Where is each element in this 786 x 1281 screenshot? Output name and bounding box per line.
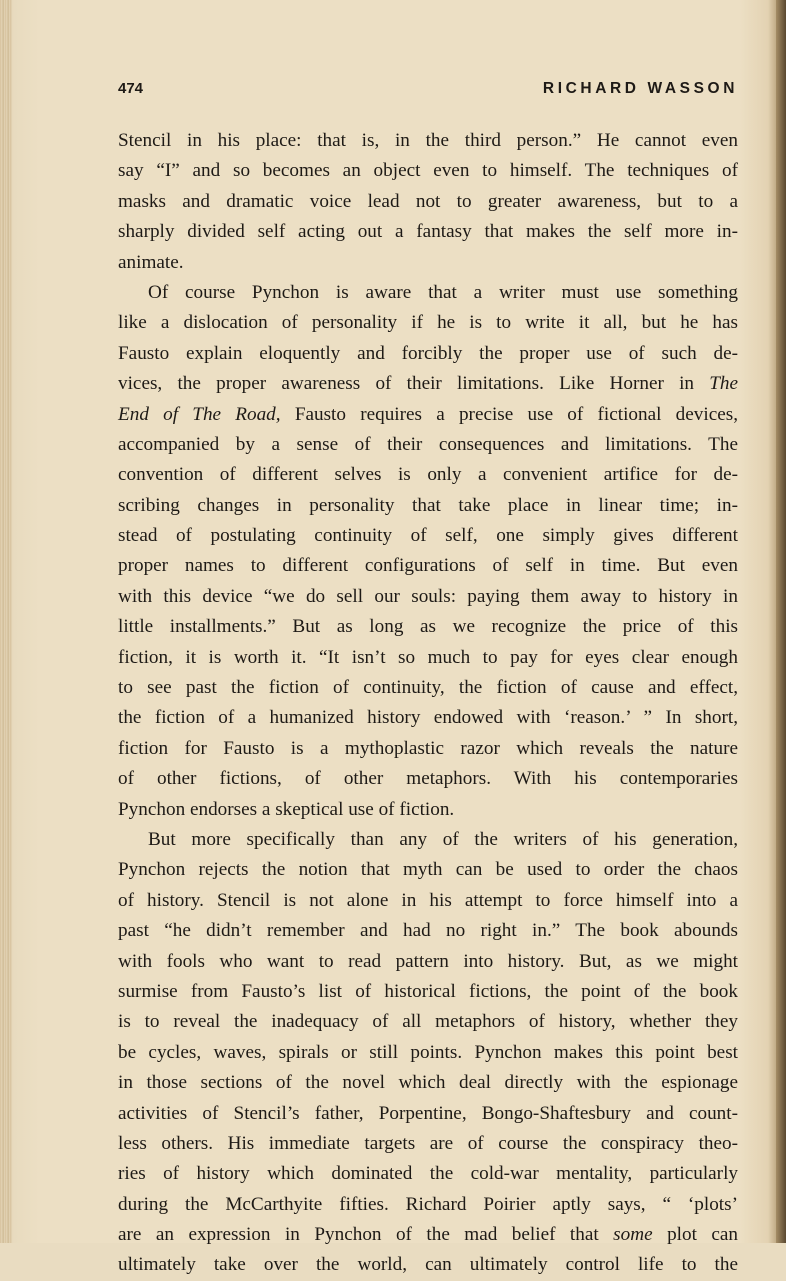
text-line: of history. Stencil is not alone in his attempt to force himself into a — [118, 889, 738, 911]
text-line: like a dislocation of personality if he is to write it all, but he has — [118, 312, 738, 334]
italic-word: some — [613, 1224, 653, 1246]
text-line: stead of postulating continuity of self, one simply gives different — [118, 525, 738, 547]
running-header — [118, 80, 738, 104]
text-segment: are an expression in Pynchon of the mad belief that — [118, 1224, 599, 1246]
text-line: little installments.” But as long as we recognize the price of this — [118, 616, 738, 638]
text-line: less others. His immediate targets are of course the conspiracy theo- — [118, 1132, 738, 1154]
text-line: Pynchon rejects the notion that myth can be used to order the chaos — [118, 859, 738, 881]
text-line: fiction, it is worth it. “It isn’t so much to pay for eyes clear enough — [118, 646, 738, 668]
text-line: sharply divided self acting out a fantasy that makes the self more in- — [118, 221, 738, 243]
text-line: with fools who want to read pattern into history. But, as we might — [118, 950, 738, 972]
text-line: to see past the fiction of continuity, the fiction of cause and effect, — [118, 677, 738, 699]
text-line — [118, 400, 738, 430]
paragraph-start-line: But more specifically than any of the writers of his generation, — [148, 828, 738, 850]
text-line: Fausto explain eloquently and forcibly the proper use of such de- — [118, 342, 738, 364]
text-line: ultimately take over the world, can ultimately control life to the — [118, 1254, 738, 1276]
text-line: surmise from Fausto’s list of historical fictions, the point of the book — [118, 980, 738, 1002]
body-text — [118, 126, 738, 1281]
text-line: say “I” and so becomes an object even to himself. The techniques of — [118, 160, 738, 182]
text-line: with this device “we do sell our souls: paying them away to history in — [118, 585, 738, 607]
text-segment: vices, the proper awareness of their limitations. Like Horner in — [118, 373, 694, 395]
text-line: fiction for Fausto is a mythoplastic razor which reveals the nature — [118, 737, 738, 759]
text-line: activities of Stencil’s father, Porpentine, Bongo-Shaftesbury and count- — [118, 1102, 738, 1124]
text-line: past “he didn’t remember and had no right in.” The book abounds — [118, 920, 738, 942]
text-line: masks and dramatic voice lead not to greater awareness, but to a — [118, 190, 738, 212]
text-line: Stencil in his place: that is, in the third person.” He cannot even — [118, 130, 738, 151]
page-gutter — [0, 0, 12, 1243]
text-line: ries of history which dominated the cold-war mentality, particularly — [118, 1163, 738, 1185]
text-line: accompanied by a sense of their consequences and limitations. The — [118, 433, 738, 455]
text-line: is to reveal the inadequacy of all metaphors of history, whether they — [118, 1011, 738, 1033]
text-line: during the McCarthyite fifties. Richard Poirier aptly says, “ ‘plots’ — [118, 1193, 738, 1215]
page-edge — [776, 0, 786, 1243]
paragraph-start-line: Of course Pynchon is aware that a writer must use something — [148, 281, 738, 303]
text-line: convention of different selves is only a convenient artifice for de- — [118, 464, 738, 486]
text-line — [118, 369, 738, 399]
running-head-author: RICHARD WASSON — [542, 80, 738, 97]
text-segment: plot can — [667, 1224, 739, 1246]
text-line: proper names to different configurations of self in time. But even — [118, 555, 738, 577]
text-line: animate. — [118, 251, 184, 273]
text-line: the fiction of a humanized history endowed with ‘reason.’ ” In short, — [118, 707, 738, 729]
text-line: in those sections of the novel which deal directly with the espionage — [118, 1072, 738, 1094]
text-line: be cycles, waves, spirals or still points. Pynchon makes this point best — [118, 1041, 738, 1063]
page-number: 474 — [118, 80, 144, 97]
text-line: of other fictions, of other metaphors. With his contemporaries — [118, 768, 738, 790]
italic-title: End of The Road, — [118, 403, 281, 425]
text-line — [118, 1220, 738, 1250]
text-segment: Fausto requires a precise use of fictional devices, — [294, 403, 738, 425]
text-line: scribing changes in personality that take place in linear time; in- — [118, 494, 738, 516]
italic-title: The — [709, 373, 738, 395]
text-line: Pynchon endorses a skeptical use of fiction. — [118, 798, 455, 820]
